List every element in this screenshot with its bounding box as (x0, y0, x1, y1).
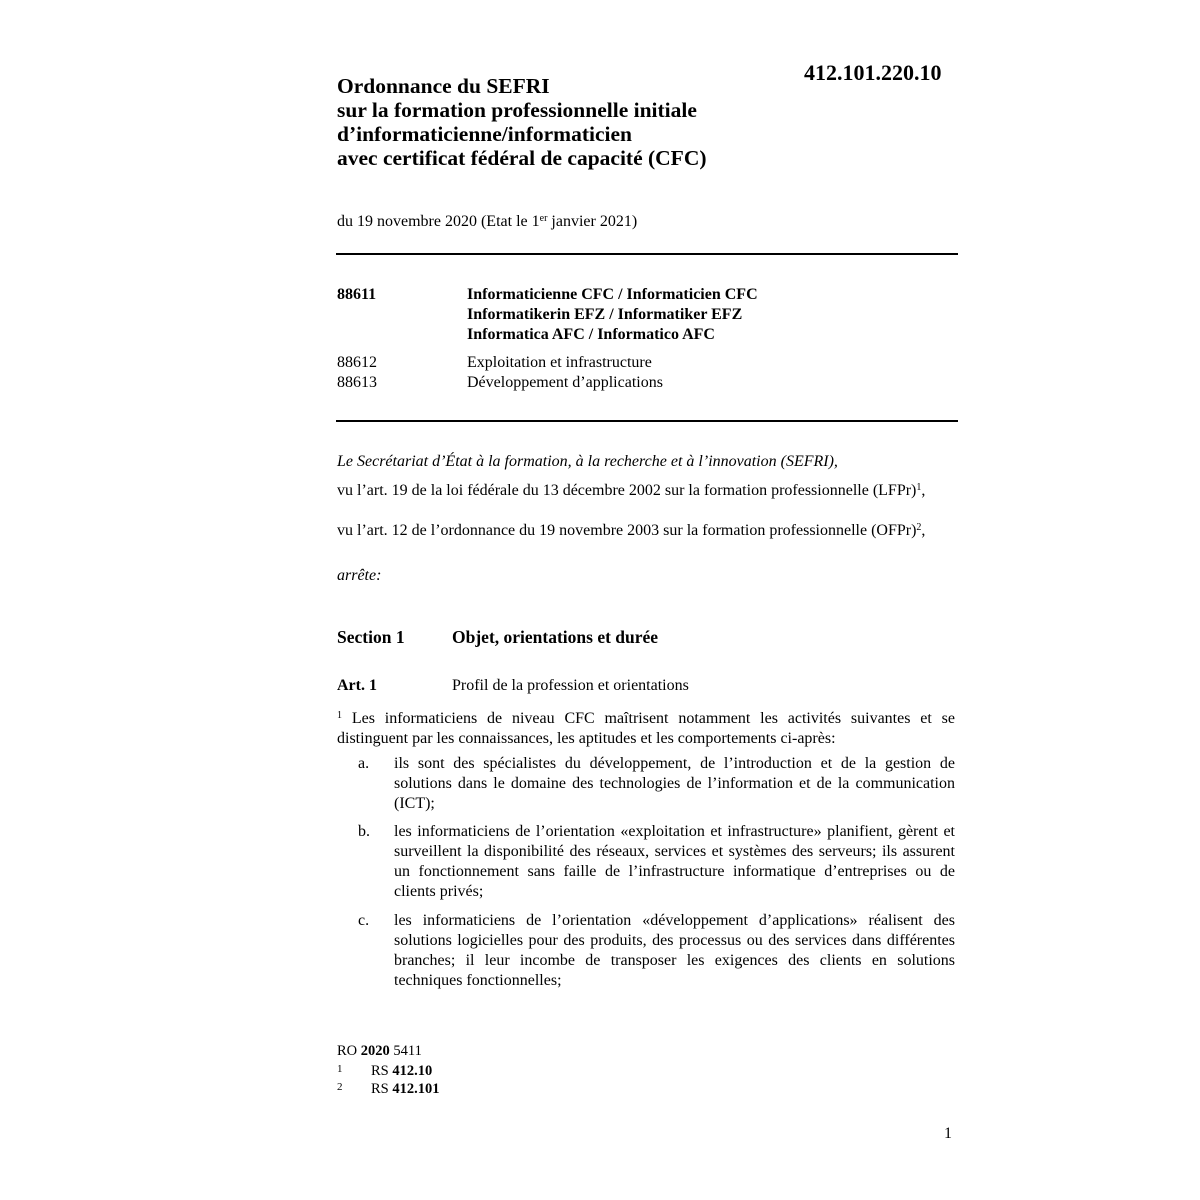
title-line-2: sur la formation professionnelle initiale (337, 98, 697, 122)
list-text-c: les informaticiens de l’orientation «développement d’applications» réalisent des solutions logicielles pour des produits, des processus ou des services dans différentes branches; il leur incombe de transposer les exigences des clients en solutions techniques fonctionnelles; (394, 912, 955, 989)
paragraph-text: Les informaticiens de niveau CFC maîtrisent notamment les activités suivantes et se distinguent par les connaissances, les aptitudes et les comportements ci-après: (337, 710, 955, 747)
title-line-1: Ordonnance du SEFRI (337, 74, 550, 98)
ro-reference (337, 1043, 422, 1059)
title-line-4: avec certificat fédéral de capacité (CFC) (337, 146, 707, 170)
ro-page: 5411 (389, 1043, 422, 1059)
date-line (337, 213, 637, 231)
bottom-rule (336, 420, 958, 422)
footnote-ref-2: 2 (916, 522, 922, 533)
footnote-1-ref: 412.10 (392, 1063, 433, 1079)
footnote-2 (337, 1081, 537, 1097)
list-marker-a: a. (358, 755, 370, 772)
paragraph-number: 1 (337, 710, 342, 721)
footnote-2-text (371, 1081, 440, 1097)
orientation-row-2 (337, 373, 957, 393)
top-rule (336, 253, 958, 255)
footnote-1-number: 1 (337, 1063, 343, 1075)
document-title (337, 74, 777, 170)
footnote-1 (337, 1063, 537, 1079)
main-name-de: Informatikerin EFZ / Informatiker EFZ (467, 306, 743, 323)
orientation-row-1 (337, 353, 957, 373)
main-name-fr: Informaticienne CFC / Informaticien CFC (467, 286, 758, 303)
list-text-a: ils sont des spécialistes du développement, de l’introduction et de la gestion de solutions dans le domaine des technologies de l’information et de la communication (ICT); (394, 755, 955, 812)
preamble-basis-1 (337, 478, 955, 501)
footnote-2-ref: 412.101 (392, 1081, 440, 1097)
list-marker-b: b. (358, 823, 370, 840)
preamble-decree: arrête: (337, 567, 382, 584)
date-prefix: du 19 novembre 2020 (Etat le 1 (337, 213, 540, 230)
page-number: 1 (944, 1125, 952, 1142)
footnote-ref-1: 1 (916, 482, 922, 493)
section-title: Objet, orientations et durée (452, 627, 659, 647)
date-sup: er (539, 213, 548, 224)
article-paragraph-1 (337, 706, 955, 749)
list-marker-c: c. (358, 912, 370, 929)
orientation-name-2: Développement d’applications (467, 374, 663, 391)
sr-number: 412.101.220.10 (804, 60, 942, 85)
main-name-it: Informatica AFC / Informatico AFC (467, 326, 715, 343)
basis-1-text: vu l’art. 19 de la loi fédérale du 13 décembre 2002 sur la formation professionnelle (LFPr) (337, 482, 917, 499)
article-heading (337, 677, 689, 695)
main-code-names (467, 285, 758, 345)
date-suffix: janvier 2021) (547, 213, 638, 230)
footnote-1-prefix: RS (371, 1063, 393, 1079)
list-item (337, 822, 955, 902)
list-item (337, 754, 955, 814)
title-line-3: d’informaticienne/informaticien (337, 122, 632, 146)
footnote-2-prefix: RS (371, 1081, 393, 1097)
section-heading (337, 627, 659, 648)
preamble-authority: Le Secrétariat d’État à la formation, à la recherche et à l’innovation (SEFRI), (337, 453, 838, 470)
ro-year: 2020 (360, 1043, 390, 1059)
list-text-b: les informaticiens de l’orientation «exploitation et infrastructure» planifient, gèrent et surveillent la disponibilité des réseaux, services et systèmes des serveurs; ils assurent un fonctionnement sans faille de l’infrastructure informatique d’entreprises ou de clients privés; (394, 823, 955, 900)
basis-1-end: , (921, 482, 926, 499)
footnote-2-number: 2 (337, 1081, 343, 1093)
main-code: 88611 (337, 286, 377, 303)
basis-2-end: , (921, 522, 926, 539)
orientation-code-2: 88613 (337, 374, 377, 391)
basis-2-text: vu l’art. 12 de l’ordonnance du 19 novembre 2003 sur la formation professionnelle (OFPr) (337, 522, 917, 539)
orientation-code-1: 88612 (337, 354, 377, 371)
orientation-name-1: Exploitation et infrastructure (467, 354, 652, 371)
main-code-row (337, 285, 957, 345)
list-item (337, 911, 955, 991)
article-label: Art. 1 (337, 677, 377, 694)
ro-prefix: RO (337, 1043, 361, 1059)
footnote-1-text (371, 1063, 432, 1079)
section-label: Section 1 (337, 627, 405, 647)
preamble-basis-2 (337, 518, 955, 541)
article-title: Profil de la profession et orientations (452, 677, 689, 694)
